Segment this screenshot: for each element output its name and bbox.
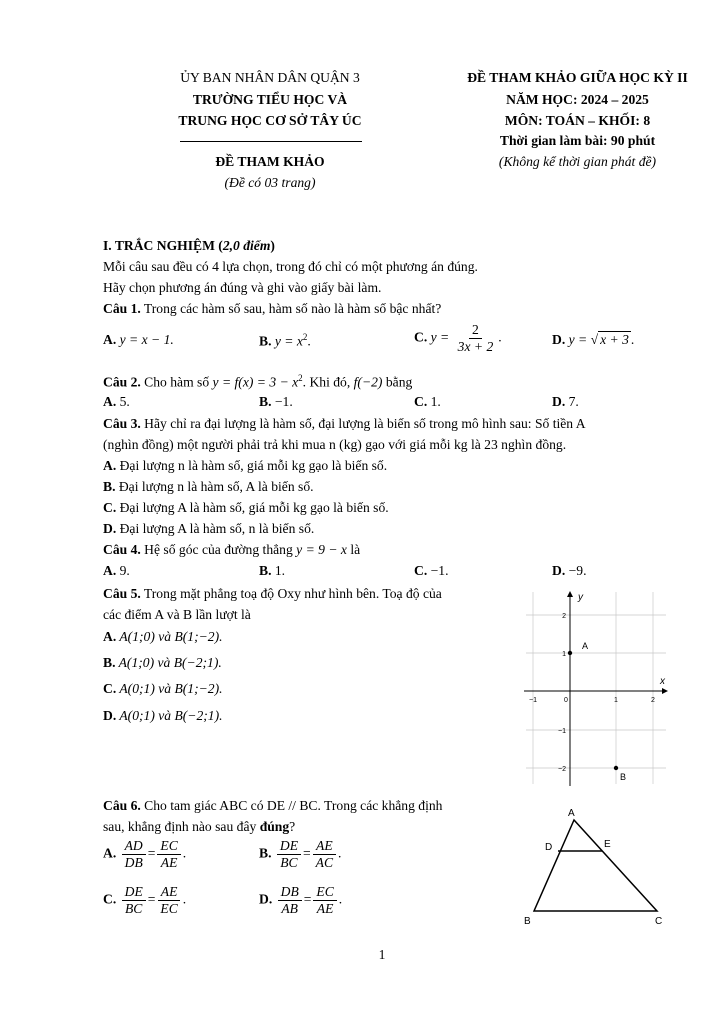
question-5-cont: các điểm A và B lần lượt là xyxy=(103,607,251,622)
x-tick-label: −1 xyxy=(529,697,537,704)
page-count-note: (Đề có 03 trang) xyxy=(224,175,316,190)
q4-option-b: B. 1. xyxy=(259,563,286,578)
q3-option-a: A. Đại lượng n là hàm số, giá mỗi kg gạo là biến số. xyxy=(103,458,388,473)
q2-option-a: A. 5. xyxy=(103,394,130,409)
y-tick-label: 1 xyxy=(562,651,566,658)
origin-label: 0 xyxy=(564,697,568,704)
document-type: ĐỀ THAM KHẢO xyxy=(215,154,325,169)
q1-option-b: B. $y = x^2$. xyxy=(259,332,311,349)
q1-option-c: C. y = $\frac{2}{3x + 2}$ . xyxy=(414,322,502,354)
point-d-label: D xyxy=(545,842,553,853)
vertex-a-label: A xyxy=(568,808,575,819)
question-3-cont: (nghìn đồng) một người phải trả khi mua n (kg) gạo với giá mỗi kg là 23 nghìn đồng. xyxy=(103,437,567,452)
question-4: Câu 4. Hệ số góc của đường thẳng y = 9 − x là xyxy=(103,542,361,557)
header-divider xyxy=(180,141,362,142)
school-year: NĂM HỌC: 2024 – 2025 xyxy=(506,92,649,107)
q1-option-a: A. y = x − 1. xyxy=(103,332,174,347)
vertex-c-label: C xyxy=(655,916,663,927)
y-tick-label: −2 xyxy=(558,766,566,773)
y-axis-label: y xyxy=(578,592,583,603)
q3-option-d: D. Đại lượng A là hàm số, n là biến số. xyxy=(103,521,315,536)
question-6-cont: sau, khẳng định nào sau đây đúng? xyxy=(103,819,296,834)
q4-option-c: C. −1. xyxy=(414,563,449,578)
point-a-marker xyxy=(568,651,572,655)
question-5: Câu 5. Trong mặt phẳng toạ độ Oxy như hình bên. Toạ độ của xyxy=(103,586,442,601)
exam-title: ĐỀ THAM KHẢO GIỮA HỌC KỲ II xyxy=(467,70,688,85)
q5-option-a: A. A(1;0) và B(1;−2). xyxy=(103,629,223,644)
page-number: 1 xyxy=(378,947,386,962)
q3-option-b: B. Đại lượng n là hàm số, A là biến số. xyxy=(103,479,314,494)
x-tick-label: 2 xyxy=(651,697,655,704)
question-1: Câu 1. Trong các hàm số sau, hàm số nào là hàm số bậc nhất? xyxy=(103,301,442,316)
school-name-line2: TRUNG HỌC CƠ SỞ TÂY ÚC xyxy=(178,113,362,128)
q5-option-d: D. A(0;1) và B(−2;1). xyxy=(103,708,223,723)
q6-option-c: C. $\frac{DE}{BC}$ = $\frac{AE}{EC}$ . xyxy=(103,884,187,916)
q2-option-c: C. 1. xyxy=(414,394,441,409)
q5-option-c: C. A(0;1) và B(1;−2). xyxy=(103,681,223,696)
q1-option-d: D. y = √ x + 3 . xyxy=(552,332,635,347)
x-tick-label: 1 xyxy=(614,697,618,704)
point-b-marker xyxy=(614,766,618,770)
point-a-label: A xyxy=(582,641,589,651)
question-6: Câu 6. Cho tam giác ABC có DE // BC. Trong các khẳng định xyxy=(103,798,443,813)
q3-option-c: C. Đại lượng A là hàm số, giá mỗi kg gạo là biến số. xyxy=(103,500,389,515)
triangle-figure xyxy=(520,800,670,930)
q6-option-a: A. $\frac{AD}{DB}$ = $\frac{EC}{AE}$ . xyxy=(103,838,187,870)
triangle-abc xyxy=(534,820,657,911)
q4-option-a: A. 9. xyxy=(103,563,130,578)
q2-option-b: B. −1. xyxy=(259,394,293,409)
exam-duration: Thời gian làm bài: 90 phút xyxy=(499,133,656,148)
district-name: ỦY BAN NHÂN DÂN QUẬN 3 xyxy=(180,70,360,85)
section-title: I. TRẮC NGHIỆM (2,0 điểm) xyxy=(103,238,275,253)
school-name-line1: TRƯỜNG TIỂU HỌC VÀ xyxy=(192,92,348,107)
vertex-b-label: B xyxy=(524,916,531,927)
y-tick-label: 2 xyxy=(562,613,566,620)
coordinate-graph xyxy=(522,588,670,788)
instruction-line1: Mỗi câu sau đều có 4 lựa chọn, trong đó chỉ có một phương án đúng. xyxy=(103,259,478,274)
point-e-label: E xyxy=(604,839,611,850)
duration-note: (Không kể thời gian phát đề) xyxy=(498,154,657,169)
question-2: Câu 2. Cho hàm số $y = f(x) = 3 - x^2$. Khi đó, f(−2) bằng xyxy=(103,373,413,390)
q2-option-d: D. 7. xyxy=(552,394,579,409)
x-axis-arrow xyxy=(662,688,668,694)
x-axis-label: x xyxy=(660,676,665,687)
y-axis-arrow xyxy=(567,591,573,597)
question-3: Câu 3. Hãy chỉ ra đại lượng là hàm số, đại lượng là biến số trong mô hình sau: Số tiền A xyxy=(103,416,586,431)
y-tick-label: −1 xyxy=(558,728,566,735)
q6-option-b: B. $\frac{DE}{BC}$ = $\frac{AE}{AC}$ . xyxy=(259,838,342,870)
q5-option-b: B. A(1;0) và B(−2;1). xyxy=(103,655,222,670)
point-b-label: B xyxy=(620,772,627,782)
instruction-line2: Hãy chọn phương án đúng và ghi vào giấy bài làm. xyxy=(103,280,382,295)
subject-grade: MÔN: TOÁN – KHỐI: 8 xyxy=(504,113,651,128)
q4-option-d: D. −9. xyxy=(552,563,587,578)
q6-option-d: D. $\frac{DB}{AB}$ = $\frac{EC}{AE}$ . xyxy=(259,884,343,916)
